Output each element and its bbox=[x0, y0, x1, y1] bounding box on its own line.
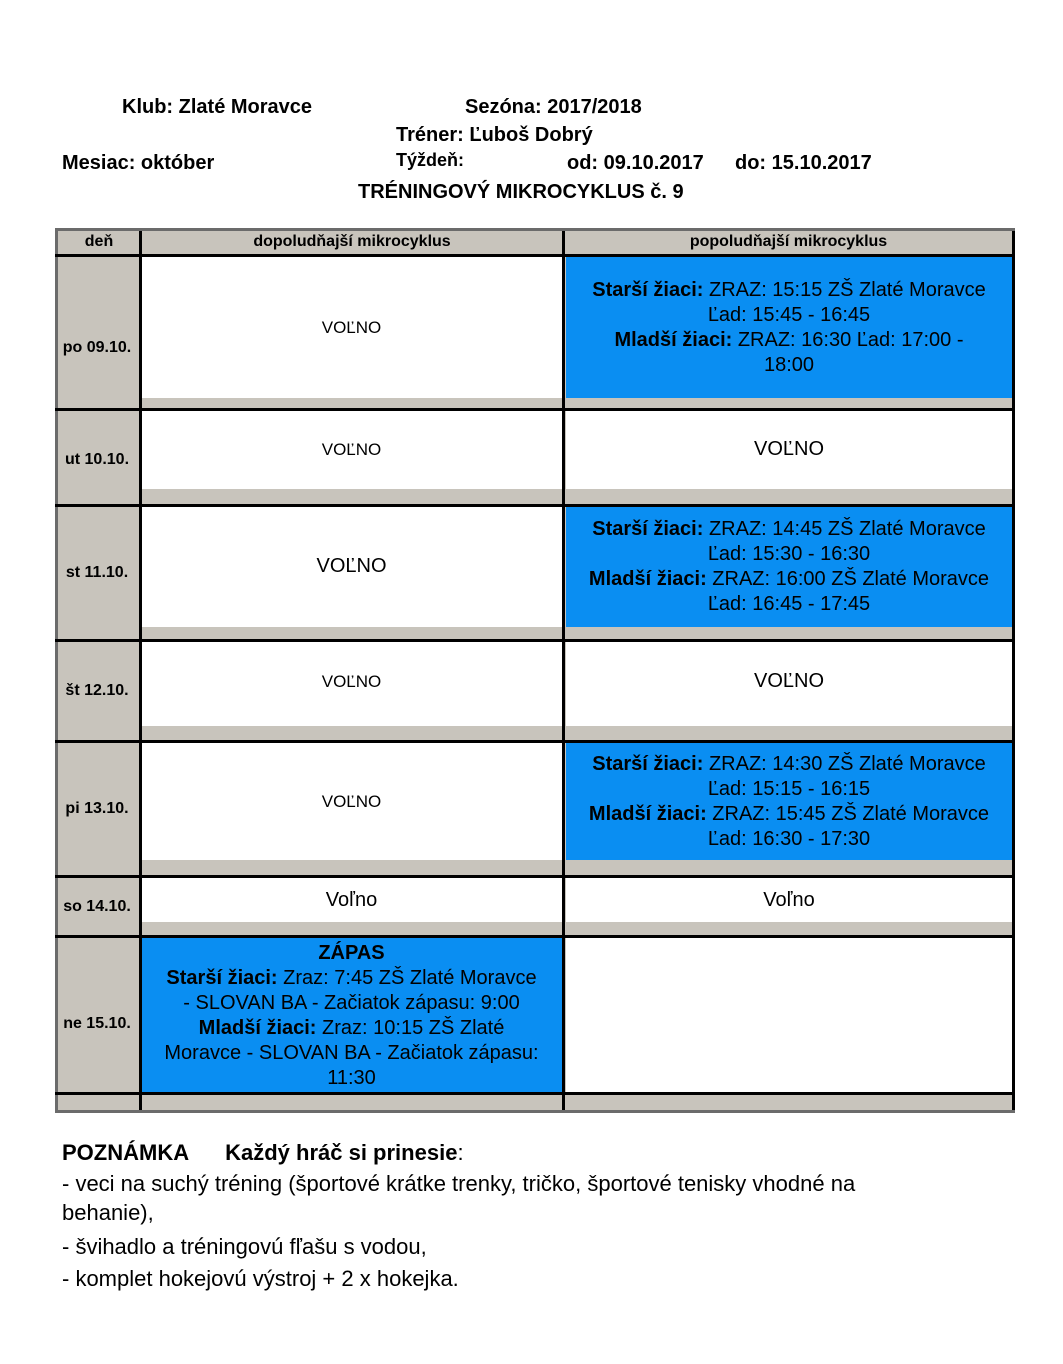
coach-label: Tréner: Ľuboš Dobrý bbox=[396, 124, 593, 146]
club-label: Klub: Zlaté Moravce bbox=[122, 96, 313, 118]
note-line: - veci na suchý tréning (športové krátke trenky, tričko, športové tenisky vhodné na bbox=[62, 1171, 856, 1196]
afternoon-cell: Starší žiaci: ZRAZ: 15:15 ZŠ Zlaté Moravce Ľad: 15:45 - 16:45 Mladší žiaci: ZRAZ: 16:30 Ľad: 17:00 - 18:00 bbox=[566, 257, 1012, 398]
column-header-day: deň bbox=[84, 233, 114, 250]
morning-cell: VOĽNO bbox=[141, 257, 562, 398]
afternoon-cell: Starší žiaci: ZRAZ: 14:45 ZŠ Zlaté Moravce Ľad: 15:30 - 16:30 Mladší žiaci: ZRAZ: 16:00 ZŠ Zlaté Moravce Ľad: 16:45 - 17:45 bbox=[566, 506, 1012, 627]
schedule-table bbox=[55, 228, 1015, 1113]
note-heading: POZNÁMKA Každý hráč si prinesie: bbox=[62, 1140, 464, 1165]
note-line: behanie), bbox=[62, 1200, 154, 1225]
morning-cell: VOĽNO bbox=[141, 506, 562, 627]
page-title: TRÉNINGOVÝ MIKROCYKLUS č. 9 bbox=[358, 181, 684, 203]
morning-cell: VOĽNO bbox=[141, 411, 562, 489]
day-label: po 09.10. bbox=[62, 339, 132, 356]
note-line: - komplet hokejovú výstroj + 2 x hokejka. bbox=[62, 1266, 459, 1291]
week-to: do: 15.10.2017 bbox=[735, 152, 872, 174]
afternoon-cell bbox=[566, 938, 1012, 1093]
morning-cell: VOĽNO bbox=[141, 743, 562, 860]
match-cell: ZÁPAS Starší žiaci: Zraz: 7:45 ZŠ Zlaté Moravce - SLOVAN BA - Začiatok zápasu: 9:00 Mladší žiaci: Zraz: 10:15 ZŠ Zlaté Moravce - SLOVAN BA - Začiatok zápasu: 11:30 bbox=[141, 938, 562, 1093]
day-label: št 12.10. bbox=[65, 682, 129, 699]
day-label: st 11.10. bbox=[65, 564, 129, 581]
afternoon-cell: Voľno bbox=[566, 878, 1012, 922]
day-label: pi 13.10. bbox=[65, 800, 129, 817]
month-label: Mesiac: október bbox=[62, 152, 215, 174]
afternoon-cell: VOĽNO bbox=[566, 411, 1012, 489]
week-label: Týždeň: bbox=[396, 150, 465, 170]
afternoon-cell: Starší žiaci: ZRAZ: 14:30 ZŠ Zlaté Moravce Ľad: 15:15 - 16:15 Mladší žiaci: ZRAZ: 15:45 ZŠ Zlaté Moravce Ľad: 16:30 - 17:30 bbox=[566, 743, 1012, 860]
morning-cell: VOĽNO bbox=[141, 641, 562, 726]
note-line: - švihadlo a tréningovú fľašu s vodou, bbox=[62, 1234, 427, 1259]
day-label: ne 15.10. bbox=[63, 1015, 131, 1032]
season-label: Sezóna: 2017/2018 bbox=[465, 96, 642, 118]
morning-cell: Voľno bbox=[141, 878, 562, 922]
week-from: od: 09.10.2017 bbox=[567, 152, 704, 174]
column-header-morning: dopoludňajší mikrocyklus bbox=[253, 233, 451, 250]
column-header-afternoon: popoludňajší mikrocyklus bbox=[689, 233, 888, 250]
day-label: so 14.10. bbox=[63, 897, 131, 915]
afternoon-cell: VOĽNO bbox=[566, 641, 1012, 726]
day-label: ut 10.10. bbox=[64, 451, 130, 468]
